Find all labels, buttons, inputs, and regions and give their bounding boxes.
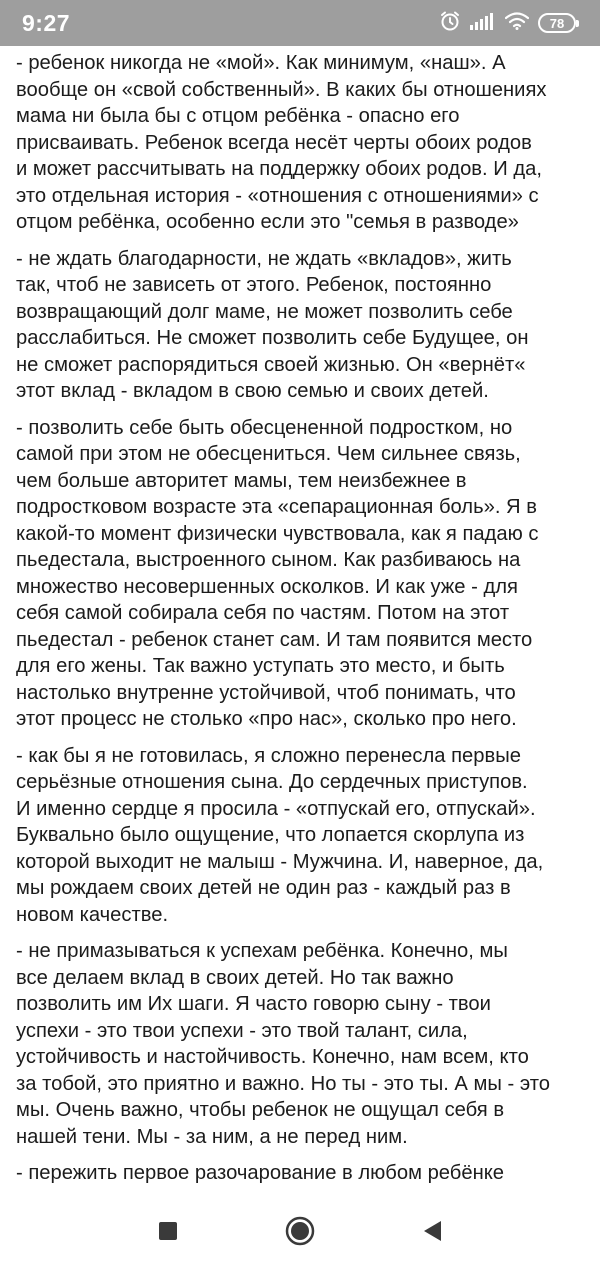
signal-icon xyxy=(470,12,496,35)
navigation-bar xyxy=(0,1196,600,1266)
article-content[interactable] xyxy=(16,46,588,1196)
back-triangle-icon[interactable] xyxy=(412,1211,452,1251)
article-paragraph: - как бы я не готовилась, я сложно перенесла первые серьёзные отношения сына. До сердечных приступов. И именно сердце я просила - «отпускай его, отпускай». Буквально было ощущение, что лопается скорлупа из которой выходит не малыш - Мужчина. И, наверное, да, мы рождаем своих детей не один раз - каждый раз в новом качестве. xyxy=(16,744,544,926)
article-paragraph: - не примазываться к успехам ребёнка. Конечно, мы все делаем вклад в своих детей. Но так важно позволить им Их шаги. Я часто говорю сыну - твои успехи - это твои успехи - это твой талант, сила, устойчивость и настойчивость. Конечно, нам всем, кто за тобой, это приятно и важно. Но ты - это ты. А мы - это мы. Очень важно, чтобы ребенок не ощущал себя в нашей тени. Мы - за ним, а не перед ним. xyxy=(16,940,550,1148)
article-paragraph: - ребенок никогда не «мой». Как минимум, «наш». А вообще он «свой собственный». В каких бы отношениях мама ни была бы с отцом ребёнка - опасно его присваивать. Ребенок всегда несёт черты обоих родов и может рассчитывать на поддержку обоих родов. И да, это отдельная история - «отношения с отношениями» с отцом ребёнка, особенно если это "семья в разводе» xyxy=(16,52,547,233)
home-circle-icon[interactable] xyxy=(280,1211,320,1251)
article-paragraph: - пережить первое разочарование в любом ребёнке xyxy=(16,1162,505,1184)
battery-icon: 78 xyxy=(538,13,576,33)
recents-square-icon[interactable] xyxy=(148,1211,188,1251)
article-paragraph: - не ждать благодарности, не ждать «вкладов», жить так, чтоб не зависеть от этого. Ребенок, постоянно возвращающий долг маме, не может позволить себе расслабиться. Не сможет позволить себе Будущее, он не сможет распорядиться своей жизнью. Он «вернёт« этот вклад - вкладом в свою семью и своих детей. xyxy=(16,247,529,402)
alarm-icon xyxy=(439,10,461,37)
status-icons xyxy=(439,10,576,37)
wifi-icon xyxy=(505,12,529,35)
article-paragraph: - позволить себе быть обесцененной подростком, но самой при этом не обесцениться. Чем сильнее связь, чем больше авторитет мамы, тем неизбежнее в подростковом возрасте эта «сепарационная боль». Я в какой-то момент физически чувствовала, как я падаю с пьедестала, выстроенного сыном. Как разбиваюсь на множество несовершенных осколков. И как уже - для себя самой собирала себя по частям. Потом на этот пьедестал - ребенок станет сам. И там появится место для его жены. Так важно уступать это место, и быть настолько внутренне устойчивой, чтоб понимать, что этот процесс не столько «про нас», сколько про него. xyxy=(16,416,539,730)
status-time: 9:27 xyxy=(22,9,71,36)
status-bar xyxy=(0,0,600,46)
